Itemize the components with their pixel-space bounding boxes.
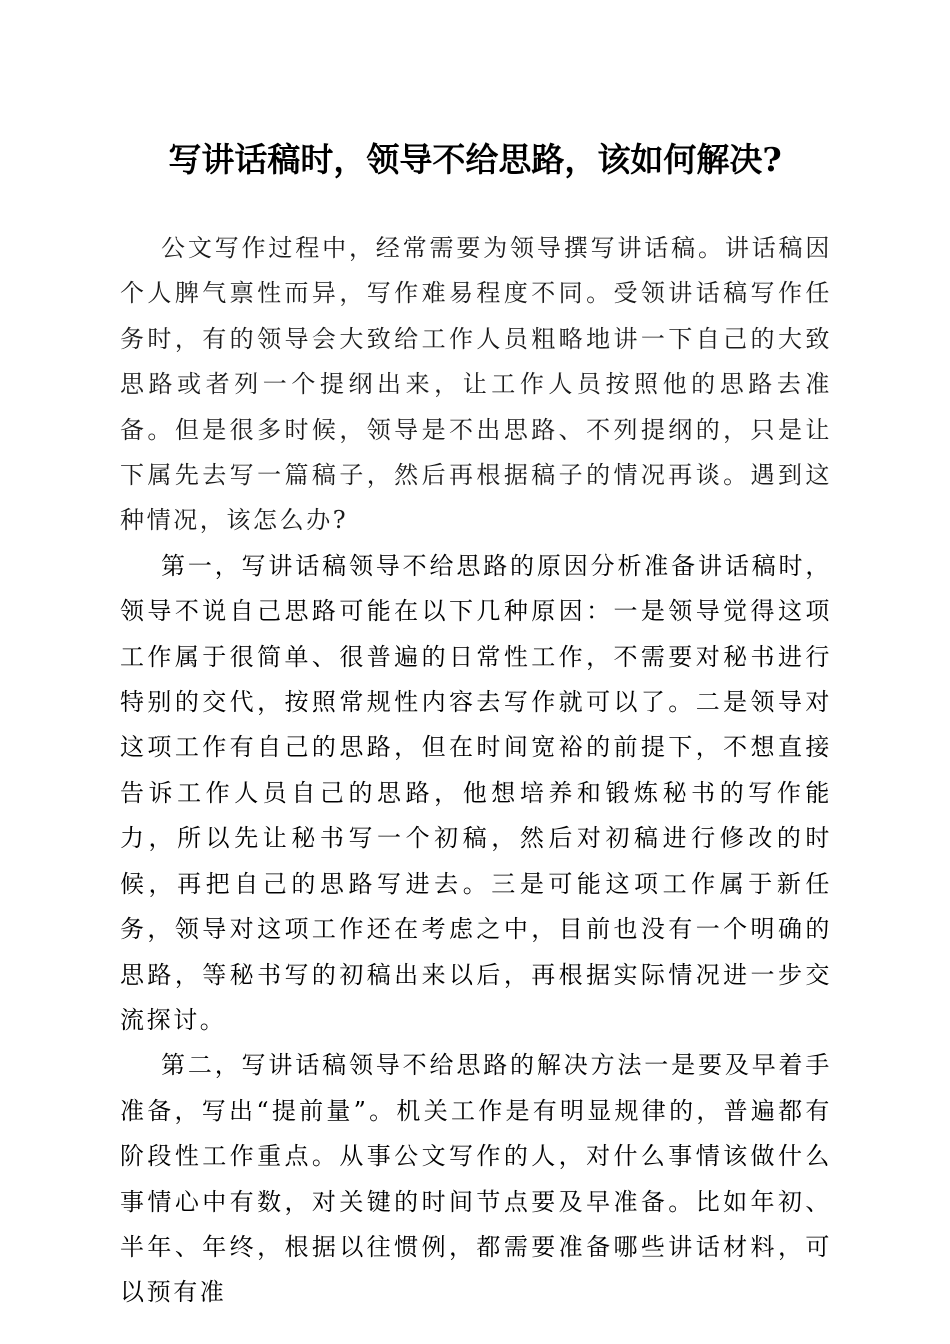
paragraph-solution-method: 第二，写讲话稿领导不给思路的解决方法一是要及早着手准备，写出“提前量”。机关工作是有明显规律的，普遍都有阶段性工作重点。从事公文写作的人，对什么事情该做什么事情心中有数，对关键的时间节点要及早准备。比如年初、半年、年终，根据以往惯例，都需要准备哪些讲话材料，可以预有准 (120, 1051, 832, 1307)
document-title: 写讲话稿时，领导不给思路，该如何解决? (168, 140, 782, 179)
paragraph-intro: 公文写作过程中，经常需要为领导撰写讲话稿。讲话稿因个人脾气禀性而异，写作难易程度不同。受领讲话稿写作任务时，有的领导会大致给工作人员粗略地讲一下自己的大致思路或者列一个提纲出来，让工作人员按照他的思路去准备。但是很多时候，领导是不出思路、不列提纲的，只是让下属先去写一篇稿子，然后再根据稿子的情况再谈。遇到这种情况，该怎么办? (120, 234, 832, 535)
document-body (120, 226, 832, 1316)
paragraph-reason-analysis: 第一，写讲话稿领导不给思路的原因分析准备讲话稿时，领导不说自己思路可能在以下几种原因：一是领导觉得这项工作属于很简单、很普遍的日常性工作，不需要对秘书进行特别的交代，按照常规性内容去写作就可以了。二是领导对这项工作有自己的思路，但在时间宽裕的前提下，不想直接告诉工作人员自己的思路，他想培养和锻炼秘书的写作能力，所以先让秘书写一个初稿，然后对初稿进行修改的时候，再把自己的思路写进去。三是可能这项工作属于新任务，领导对这项工作还在考虑之中，目前也没有一个明确的思路，等秘书写的初稿出来以后，再根据实际情况进一步交流探讨。 (120, 551, 832, 1034)
